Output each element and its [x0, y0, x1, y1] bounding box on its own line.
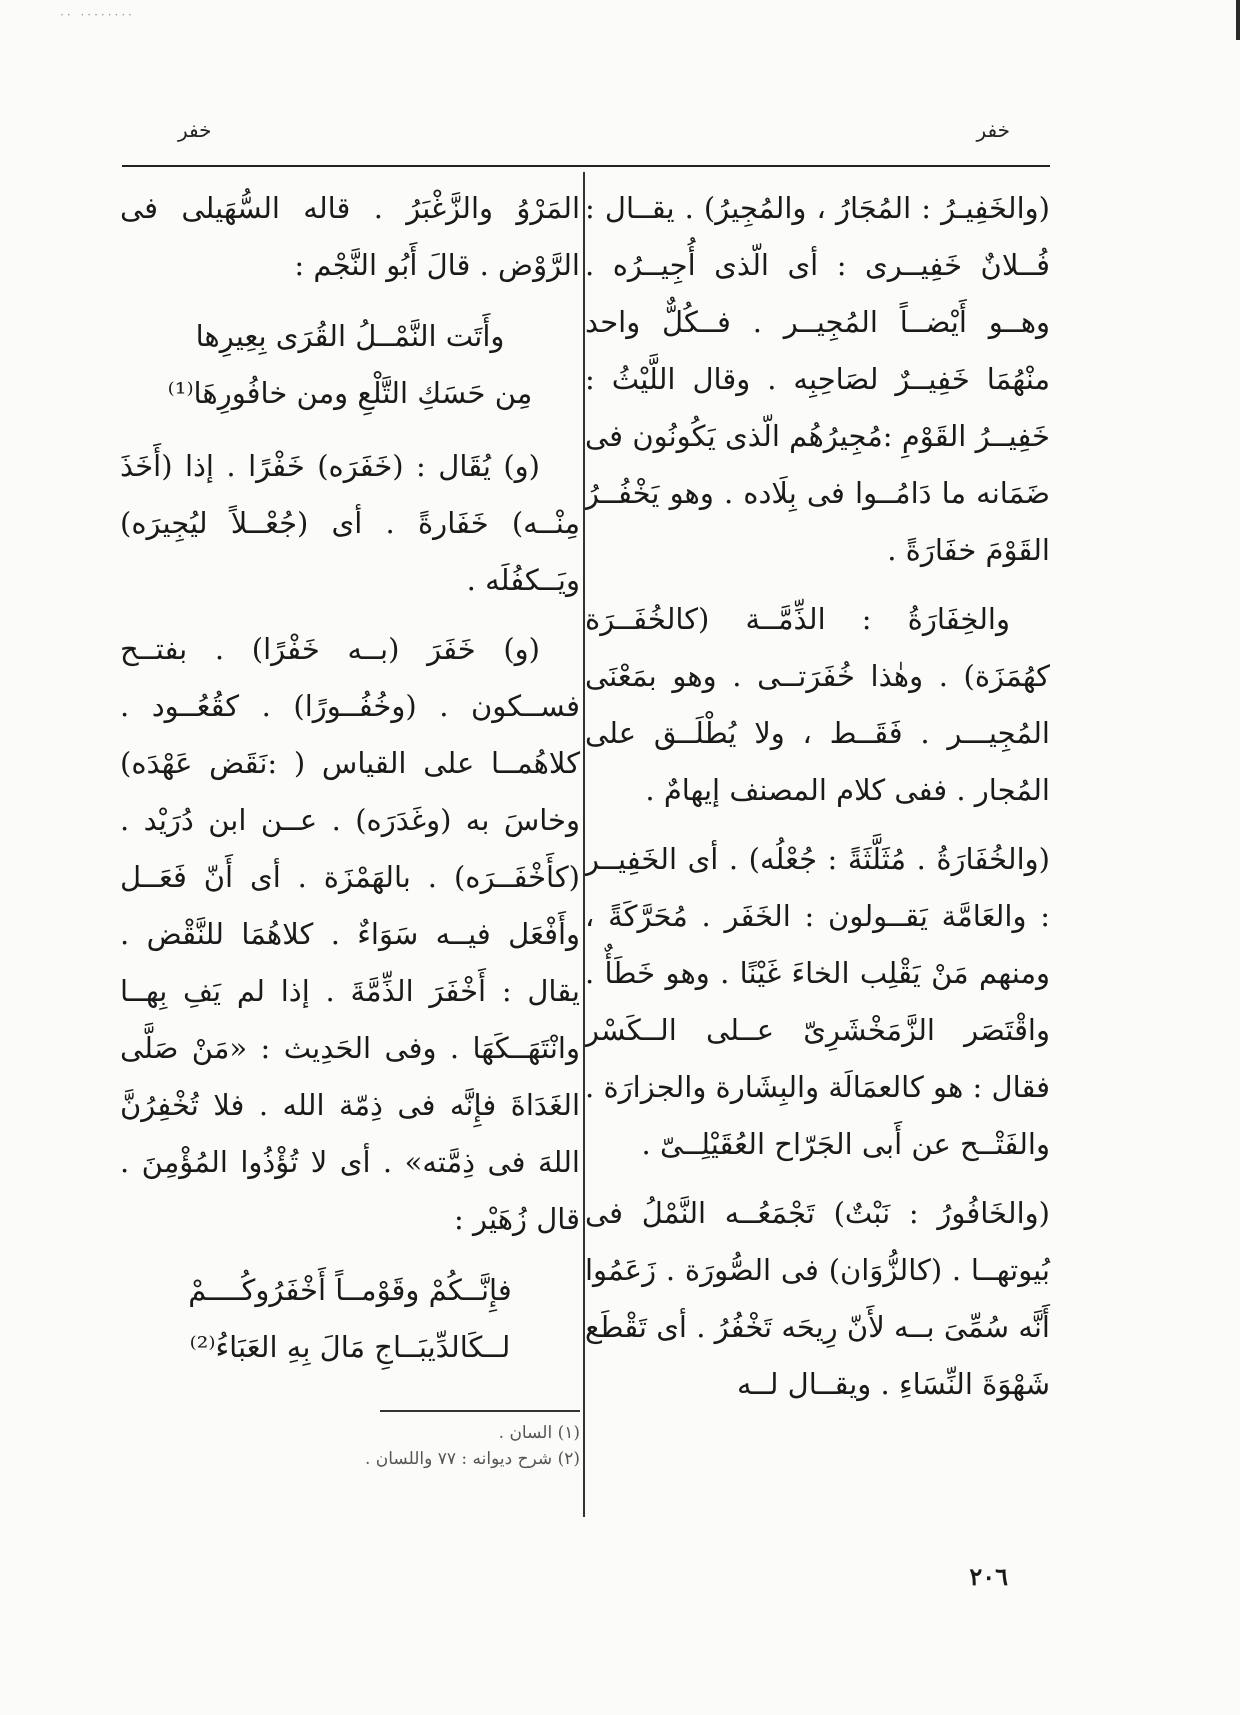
- entry-paragraph: (و) يُقَال : (خَفَرَه) خَفْرًا . إذا (أَخَذَ مِنْــه) خَفَارةً . أى (جُعْــلاً ليُجِيرَه) ويَــكفُلَه .: [120, 449, 580, 597]
- footnote: (٢) شرح ديوانه : ٧٧ واللسان .: [364, 1449, 580, 1469]
- entry-paragraph: المَرْوُ والزَّغْبَرُ . قاله السُّهَيلى فى الرَّوْض . قالَ أَبُو النَّجْم :: [120, 191, 580, 282]
- poetry-verse: [120, 1262, 580, 1376]
- scan-edge-shadow: [1236, 0, 1240, 40]
- footnotes: [120, 1420, 580, 1472]
- poetry-verse: [120, 308, 580, 422]
- left-column: [120, 180, 580, 1472]
- entry-paragraph: (والخُفَارَةُ . مُثَلَّثَةً : جُعْلُه) . أى الخَفِيــر : والعَامَّة يَقــولون : الخَفَر . مُحَرَّكَةً ، ومنهم مَنْ يَقْلِب الخاءَ غَيْنًا . وهو خَطَأٌ . واقْتَصَر الزَّمَخْشَرِىّ عــلى الــكَسْر فقال : هو كالعمَالَة والبِشَارة والجزارَة . والفَتْــح عن أَبى الجَرّاح العُقَيْلِــىّ .: [585, 842, 1050, 1161]
- header-rule: [122, 165, 1050, 167]
- verse-line: فإِنَّــكُمْ وقَوْمــاً أَخْفَرُوكُــــمْ: [188, 1273, 512, 1307]
- verse-line: لــكَالدِّيبَــاجِ مَالَ بِهِ العَبَاءُ⁽²⁾: [189, 1330, 511, 1364]
- footnote: (١) السان .: [498, 1423, 580, 1443]
- running-head-left: خفر: [178, 118, 212, 142]
- entry-paragraph: (والخَافُورُ : نَبْتٌ) تَجْمَعُــه النَّمْلُ فى بُيوتهــا . (كالزُّوَان) فى الصُّورَة . زَعَمُوا أَنَّه سُمِّىَ بــه لأَنّ رِيحَه تَخْفُرُ . أى تَقْطَع شَهْوَةَ النِّسَاءِ . ويقــال لــه: [585, 1196, 1050, 1401]
- column-divider: [583, 172, 585, 1517]
- entry-paragraph: (والخَفِيـرُ : المُجَارُ ، والمُجِيرُ) . يقــال : فُــلانٌ خَفِيــرى : أى الّذى أُجِيــرُه . وهــو أَيْضــاً المُجِيــر . فــكُلٌّ واحد منْهُمَا خَفِيــرٌ لصَاحِبِه . وقال اللَّيْثُ : خَفِيــرُ القَوْمِ :مُجِيرُهُم الّذى يَكُونُون فى ضَمَانه ما دَامُــوا فى بِلَاده . وهو يَخْفُــرُ القَوْمَ خفَارَةً .: [585, 191, 1050, 567]
- verse-line: مِن حَسَكِ التَّلْعِ ومن خافُورِهَا⁽¹⁾: [167, 376, 533, 410]
- entry-paragraph: والخِفَارَةُ : الذِّمَّــة (كالخُفَــرَة كهُمَزَة) . وهٰذا خُفَرَتــى . وهو بمَعْنَى المُجِيـــر . فَقَــط ، ولا يُطْلَــق على المُجار . ففى كلام المصنف إيهامٌ .: [585, 602, 1050, 807]
- footnote-rule: [380, 1410, 580, 1412]
- right-column: [585, 180, 1050, 1425]
- page-number: ٢٠٦: [969, 1562, 1008, 1591]
- running-head-right: خفر: [976, 118, 1010, 142]
- verse-line: وأَتَت النَّمْــلُ القُرَى بِعِيرِها: [195, 319, 505, 353]
- scan-artifact: ·· ········: [60, 8, 135, 22]
- entry-paragraph: (و) خَفَرَ (بــه خَفْرًا) . بفتــح فســكون . (وخُفُــورًا) . كقُعُــود . كلاهُمــا على القياس ( :نَقَض عَهْدَه) وخاسَ به (وغَدَرَه) . عــن ابن دُرَيْد . (كأَخْفَــرَه) . بالهَمْزَة . أى أَنّ فَعَــل وأَفْعَل فيــه سَوَاءٌ . كلاهُمَا للنَّقْض . يقال : أَخْفَرَ الذِّمَّةَ . إذا لم يَفِ بِهــا وانْتَهَــكَهَا . وفى الحَدِيث : «مَنْ صَلَّى الغَدَاةَ فإِنَّه فى ذِمّة الله . فلا تُخْفِرُنَّ اللهَ فى ذِمَّته» . أى لا تُؤْذُوا المُؤْمِنَ . قال زُهَيْر :: [120, 632, 580, 1236]
